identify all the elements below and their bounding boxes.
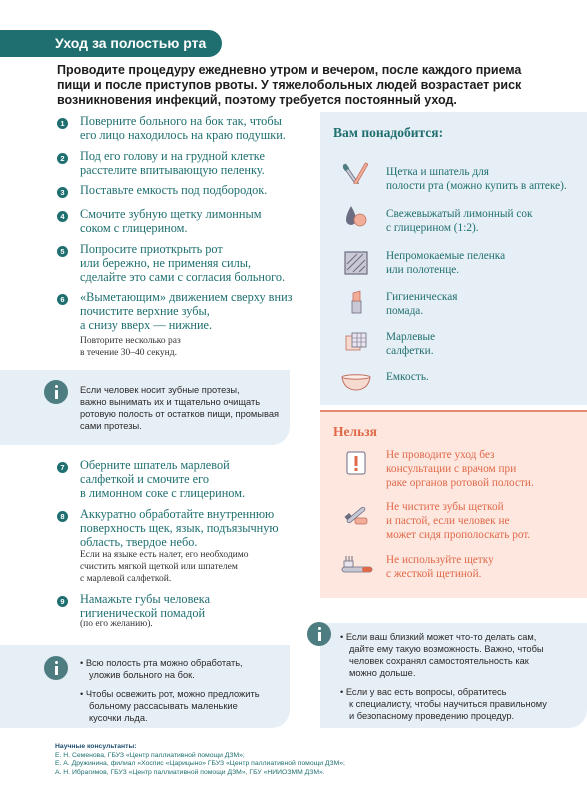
- gauze-icon: [343, 330, 369, 356]
- lip-balm-icon: [343, 289, 369, 315]
- step-8: Аккуратно обработайте внутреннюю поверхность щек, язык, подъязычную область, твердое небо.: [80, 507, 279, 549]
- forbidden-title: Нельзя: [333, 424, 377, 439]
- step-5: Попросите приоткрыть рот или бережно, не применяя силы, сделайте это сами с согласия больного.: [80, 242, 286, 284]
- toothbrush-spatula-icon: [343, 158, 369, 184]
- step-7: Оберните шпатель марлевой салфеткой и смочите его в лимонном соке с глицерином.: [80, 458, 246, 500]
- supply-item: Непромокаемые пеленка или полотенце.: [386, 250, 506, 276]
- step-6-note: Повторите несколько раз в течение 30–40 секунд.: [80, 336, 181, 358]
- info-icon: [307, 622, 331, 646]
- consultants-label: Научные консультанты:: [55, 743, 137, 750]
- forbidden-item: Не проводите уход без консультации с врачом при раке органов ротовой полости.: [386, 449, 534, 489]
- step-number: 7: [57, 462, 68, 473]
- step-2: Под его голову и на грудной клетке расстелите впитывающую пеленку.: [80, 149, 265, 177]
- warning-icon: [343, 450, 369, 476]
- step-3: Поставьте емкость под подбородок.: [80, 183, 268, 197]
- supplies-title: Вам понадобится:: [333, 125, 444, 140]
- step-number: 6: [57, 294, 68, 305]
- step-number: 1: [57, 118, 68, 129]
- bowl-icon: [339, 368, 373, 394]
- tips-note: • Всю полость рта можно обработать, уложив больного на бок. • Чтобы освежить рот, можно предложить больному рассасывать маленькие кусочки льда.: [80, 658, 260, 723]
- step-number: 3: [57, 187, 68, 198]
- supply-item: Марлевые салфетки.: [386, 331, 436, 357]
- towel-icon: [343, 250, 369, 276]
- step-number: 4: [57, 211, 68, 222]
- intro-text: Проводите процедуру ежедневно утром и вечером, после каждого приема пищи и после приступов рвоты. У тяжелобольных людей возрастает риск возникновения инфекций, поэтому требуется постоянный уход.: [57, 63, 522, 107]
- supply-item: Гигиеническая помада.: [386, 291, 458, 317]
- lemon-drop-icon: [343, 203, 369, 229]
- step-6: «Выметающим» движением сверху вниз почистите верхние зубы, а снизу вверх — нижние.: [80, 290, 293, 332]
- forbidden-item: Не чистите зубы щеткой и пастой, если человек не может сидя прополоскать рот.: [386, 501, 531, 541]
- dentures-note: Если человек носит зубные протезы, важно вынимать их и тщательно очищать ротовую полость от остатков пищи, промывая сами протезы.: [80, 385, 280, 431]
- step-9: Намажьте губы человека гигиенической помадой: [80, 592, 211, 620]
- toothbrush-paste-icon: [343, 502, 369, 528]
- supply-item: Свежевыжатый лимонный сок с глицерином (1:2).: [386, 208, 533, 234]
- forbidden-item: Не используйте щетку с жесткой щетиной.: [386, 554, 494, 580]
- step-1: Поверните больного на бок так, чтобы его лицо находилось на краю подушки.: [80, 114, 286, 142]
- step-4: Смочите зубную щетку лимонным соком с глицерином.: [80, 207, 262, 235]
- step-number: 2: [57, 153, 68, 164]
- step-number: 5: [57, 246, 68, 257]
- independence-note: • Если ваш близкий может что-то делать сам, дайте ему такую возможность. Важно, чтобы человек сохранял самостоятельность как можно дольше. • Если у вас есть вопросы, обратитесь к специалисту, чтобы научиться правильному и безопасному проведению процедур.: [340, 632, 547, 721]
- step-number: 8: [57, 511, 68, 522]
- supply-item: Щетка и шпатель для полости рта (можно купить в аптеке).: [386, 166, 567, 192]
- step-number: 9: [57, 596, 68, 607]
- consultants-footer: Научные консультанты: Е. Н. Семенова, ГБУЗ «Центр паллиативной помощи ДЗМ»; Е. А. Дружинина, филиал «Хоспис «Царицыно» ГБУЗ «Центр паллиативной помощи ДЗМ»; А. Н. Ибрагимов, ГБУЗ «Центр паллиативной помощи ДЗМ», ГБУ «НИИОЗММ ДЗМ».: [55, 743, 345, 776]
- info-icon: [44, 656, 68, 680]
- hard-toothbrush-icon: [340, 553, 374, 579]
- step-9-note: (по его желанию).: [80, 619, 153, 629]
- info-icon: [44, 380, 68, 404]
- title-banner: [0, 30, 222, 57]
- page-title: Уход за полостью рта: [55, 35, 207, 51]
- step-8-note: Если на языке есть налет, его необходимо счистить мягкой щеткой или шпателем с марлевой салфеткой.: [80, 550, 249, 584]
- supply-item: Емкость.: [386, 371, 429, 383]
